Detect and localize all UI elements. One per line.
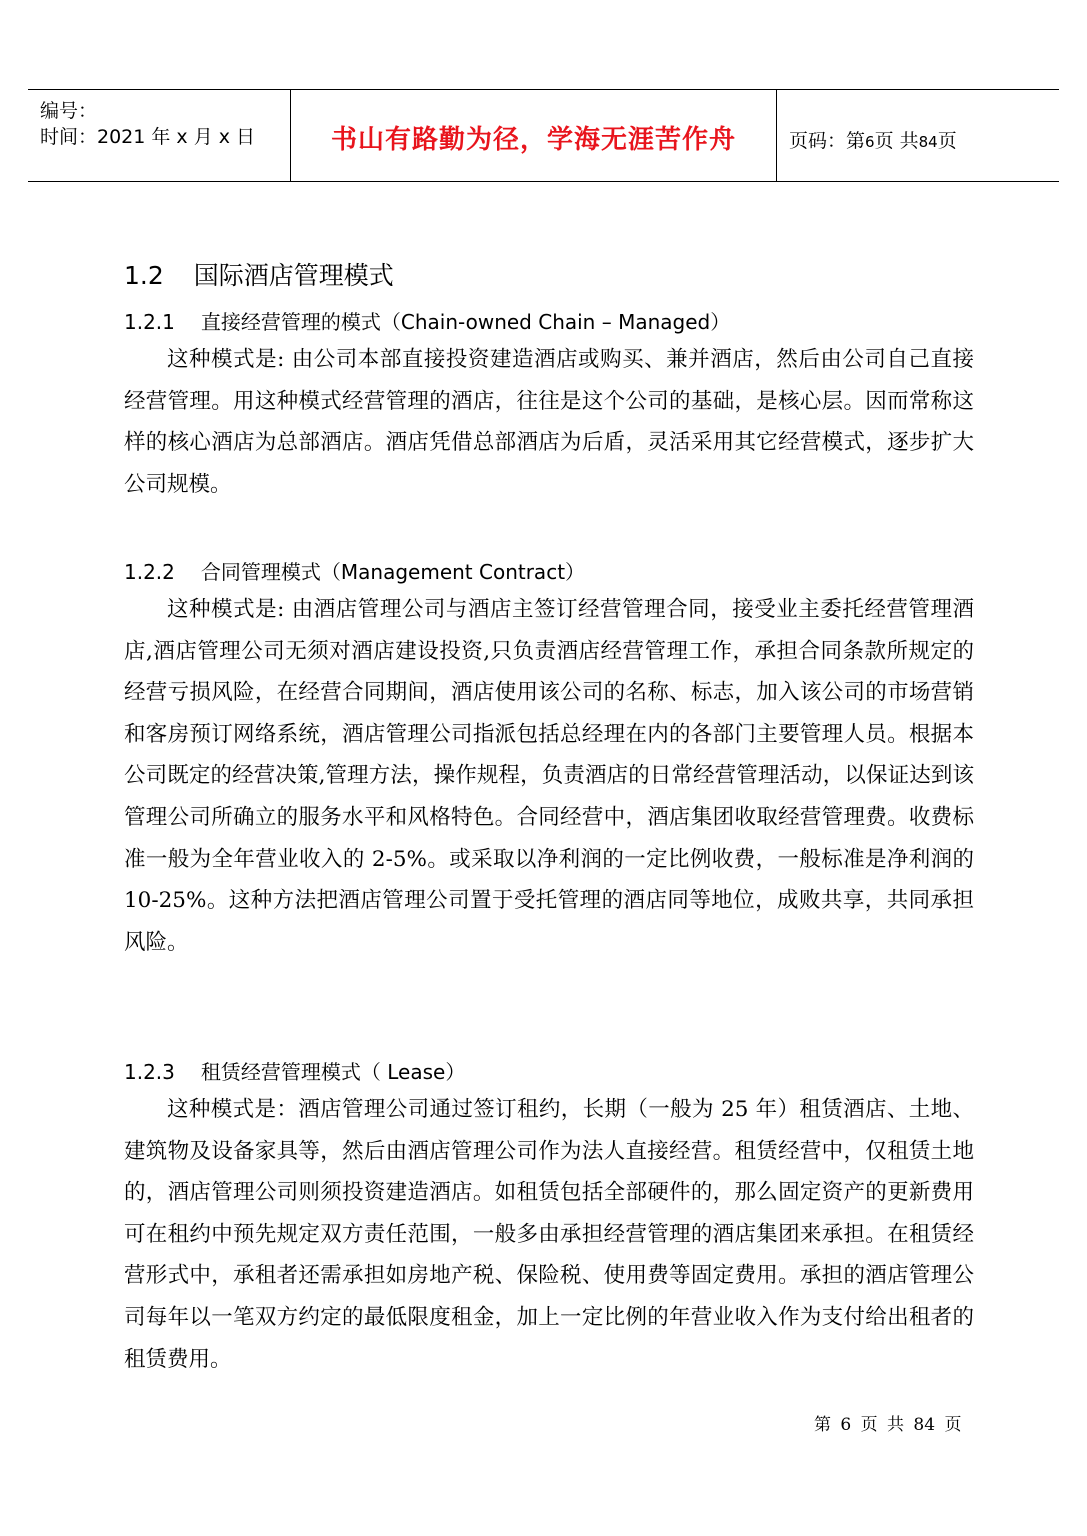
document-number-label: 编号： (40, 100, 98, 122)
header-motto: 书山有路勤为径，学海无涯苦作舟 (330, 125, 736, 155)
subsection-body: 这种模式是: 由酒店管理公司与酒店主签订经营管理合同，接受业主委托经营管理酒店,酒店管理公司无须对酒店建设投资,只负责酒店经营管理工作，承担合同条款所规定的经营亏损风险，在经营合同期间，酒店使用该公司的名称、标志，加入该公司的市场营销和客房预订网络系统，酒店管理公司指派包括总经理在内的各部门主要管理人员。根据本公司既定的经营决策,管理方法，操作规程，负责酒店的日常经营管理活动，以保证达到该管理公司所确立的服务水平和风格特色。合同经营中，酒店集团收取经营管理费。收费标准一般为全年营业收入的 2-5%。或采取以净利润的一定比例收费，一般标准是净利润的 10-25%。这种方法把酒店管理公司置于受托管理的酒店同等地位，成败共享，共同承担风险。 (124, 597, 974, 955)
subsection-number: 1.2.2 (124, 560, 175, 584)
subsection-heading (124, 1056, 465, 1085)
header-meta-cell (28, 90, 290, 181)
subsection-title: 合同管理模式（Management Contract） (200, 560, 586, 584)
page-footer: 第 6 页 共 84 页 (814, 1415, 962, 1435)
section-title: 国际酒店管理模式 (193, 261, 394, 290)
subsection-body: 这种模式是：酒店管理公司通过签订租约，长期（一般为 25 年）租赁酒店、土地、建筑物及设备家具等，然后由酒店管理公司作为法人直接经营。租赁经营中，仅租赁土地的，酒店管理公司则须投资建造酒店。如租赁包括全部硬件的，那么固定资产的更新费用可在租约中预先规定双方责任范围，一般多由承担经营管理的酒店集团来承担。在租赁经营形式中，承租者还需承担如房地产税、保险税、使用费等固定费用。承担的酒店管理公司每年以一笔双方约定的最低限度租金，加上一定比例的年营业收入作为支付给出租者的租赁费用。 (124, 1097, 974, 1372)
document-date: 时间：2021 年 x 月 x 日 (40, 126, 256, 148)
subsection-number: 1.2.1 (124, 310, 175, 334)
subsection-number: 1.2.3 (124, 1060, 175, 1084)
page-prefix: 页码：第 (789, 130, 866, 152)
subsection-heading (124, 306, 730, 335)
subsection-title: 直接经营管理的模式（Chain-owned Chain – Managed） (200, 310, 731, 334)
subsection-heading (124, 556, 585, 585)
subsection-body: 这种模式是: 由公司本部直接投资建造酒店或购买、兼并酒店，然后由公司自己直接经营管理。用这种模式经营管理的酒店，往往是这个公司的基础，是核心层。因而常称这样的核心酒店为总部酒店。酒店凭借总部酒店为后盾，灵活采用其它经营模式，逐步扩大公司规模。 (124, 347, 974, 497)
page-suffix: 页 (937, 130, 957, 152)
header-page-indicator (789, 126, 957, 153)
page-total: 84 (918, 133, 938, 151)
section-number: 1.2 (124, 261, 164, 290)
header-page-cell (777, 90, 1059, 181)
header-motto-cell (290, 90, 777, 181)
page-number: 6 (865, 133, 875, 151)
page-header (28, 89, 1059, 182)
page-mid: 页 共 (874, 130, 919, 152)
subsection-title: 租赁经营管理模式（ Lease） (200, 1060, 466, 1084)
section-heading (124, 256, 394, 292)
